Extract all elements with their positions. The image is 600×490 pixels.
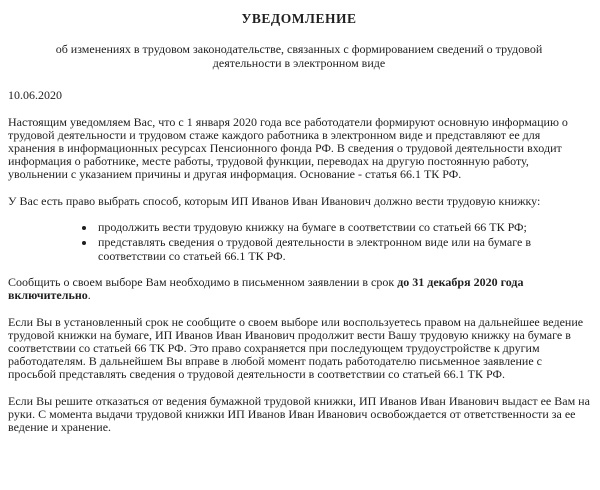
paragraph-choice: У Вас есть право выбрать способ, которым ИП Иванов Иван Иванович должно вести трудовую книжку:: [8, 194, 541, 208]
bullet-option-paper: продолжить вести трудовую книжку на бумаге в соответствии со статьей 66 ТК РФ;: [98, 220, 527, 234]
list-item: [96, 235, 590, 263]
paragraph-deadline: [8, 276, 590, 302]
list-item: [96, 220, 590, 234]
paragraph-intro: Настоящим уведомляем Вас, что с 1 января 2020 года все работодатели формируют основную информацию о трудовой деятельности и трудовом стаже каждого работника в электронном виде и представляют ее для хранения в информационных ресурсах Пенсионного фонда РФ. В сведения о трудовой деятельности входит информация о работнике, месте работы, трудовой функции, переводах на другую постоянную работу, увольнении с указанием причины и другая информация. Основание - статья 66.1 ТК РФ.: [8, 115, 568, 181]
document-subtitle: об изменениях в трудовом законодательстве, связанных с формированием сведений о трудовой деятельности в электронном виде: [55, 42, 543, 70]
deadline-date-bold: до 31 декабря 2020 года включительно: [8, 275, 524, 302]
bullet-option-electronic: представлять сведения о трудовой деятельности в электронном виде или на бумаге в соответствии со статьей 66.1 ТК РФ.: [98, 235, 532, 263]
deadline-period: .: [87, 288, 91, 302]
paragraph-default: Если Вы в установленный срок не сообщите о своем выборе или воспользуетесь правом на дальнейшее ведение трудовой книжки на бумаге, ИП Иванов Иван Иванович продолжит вести Вашу трудовую книжку на бумаге в соответствии со статьей 66 ТК РФ. Это право сохраняется при последующем трудоустройстве к другим работодателям. В дальнейшем Вы вправе в любой момент подать работодателю письменное заявление с просьбой представлять сведения о трудовой деятельности в соответствии со статьей 66.1 ТК РФ.: [8, 315, 584, 381]
choice-list: [8, 220, 590, 263]
deadline-text: Сообщить о своем выборе Вам необходимо в письменном заявлении в срок: [8, 275, 398, 289]
paragraph-refusal: Если Вы решите отказаться от ведения бумажной трудовой книжки, ИП Иванов Иван Иванович выдаст ее Вам на руки. С момента выдачи трудовой книжки ИП Иванов Иван Иванович освобождается от ответственности за ее ведение и хранение.: [8, 394, 590, 434]
document-date: 10.06.2020: [8, 88, 62, 102]
document-title: УВЕДОМЛЕНИЕ: [241, 11, 357, 26]
